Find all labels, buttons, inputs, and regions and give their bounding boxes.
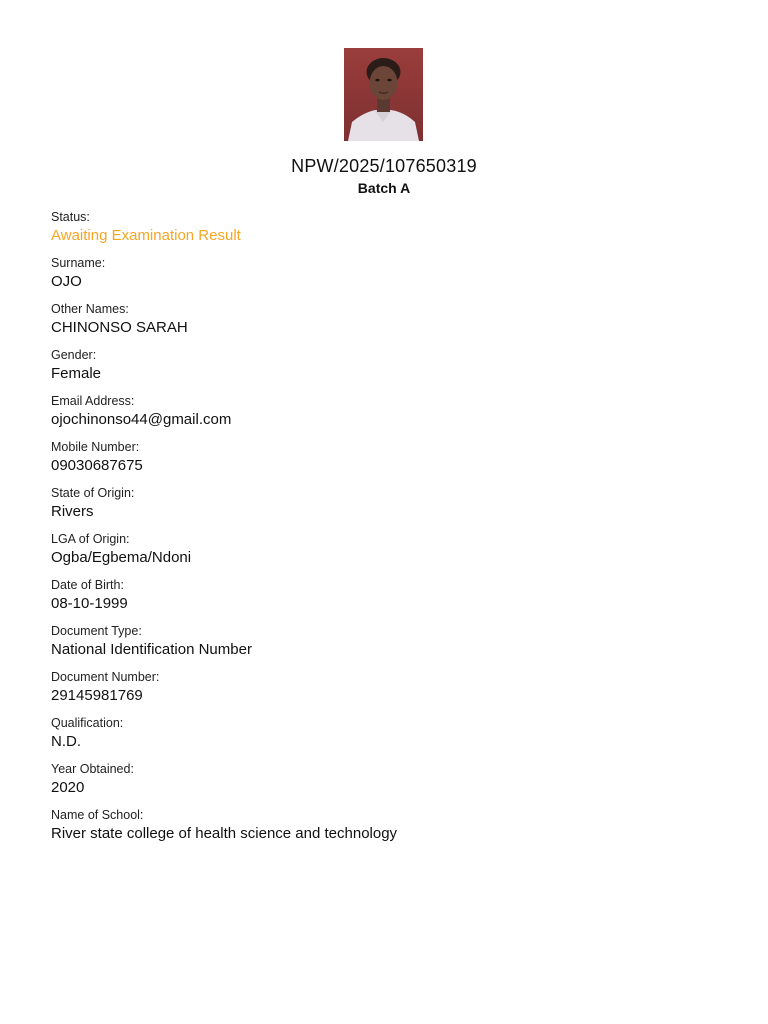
- field-value: Ogba/Egbema/Ndoni: [51, 549, 192, 566]
- field-value: River state college of health science and technology: [51, 825, 398, 842]
- field-label: Document Number:: [51, 670, 160, 684]
- field-qualification: [51, 714, 731, 760]
- field-value: Rivers: [51, 503, 94, 520]
- applicant-details: [51, 208, 731, 852]
- field-value: CHINONSO SARAH: [51, 319, 188, 336]
- field-mobile-number: [51, 438, 731, 484]
- field-value: 29145981769: [51, 687, 143, 704]
- field-label: Year Obtained:: [51, 762, 134, 776]
- field-label: Date of Birth:: [51, 578, 124, 592]
- field-label: Email Address:: [51, 394, 135, 408]
- field-value: National Identification Number: [51, 641, 252, 658]
- field-email: [51, 392, 731, 438]
- field-lga-of-origin: [51, 530, 731, 576]
- field-surname: [51, 254, 731, 300]
- field-value: ojochinonso44@gmail.com: [51, 411, 232, 428]
- field-name-of-school: [51, 806, 731, 852]
- field-other-names: [51, 300, 731, 346]
- field-document-number: [51, 668, 731, 714]
- field-label: Mobile Number:: [51, 440, 140, 454]
- field-value: Female: [51, 365, 102, 382]
- field-label: LGA of Origin:: [51, 532, 130, 546]
- field-value: 09030687675: [51, 457, 143, 474]
- field-document-type: [51, 622, 731, 668]
- registration-number: NPW/2025/107650319: [291, 156, 477, 176]
- field-value: N.D.: [51, 733, 81, 750]
- field-label: Other Names:: [51, 302, 129, 316]
- field-label: Surname:: [51, 256, 106, 270]
- status-value: Awaiting Examination Result: [51, 227, 241, 244]
- field-value: OJO: [51, 273, 82, 290]
- field-label: Document Type:: [51, 624, 142, 638]
- field-date-of-birth: [51, 576, 731, 622]
- person-photo-icon: [344, 48, 423, 141]
- field-value: 2020: [51, 779, 85, 796]
- field-label: Qualification:: [51, 716, 124, 730]
- passport-photo: [344, 48, 423, 141]
- field-status: [51, 208, 731, 254]
- field-value: 08-10-1999: [51, 595, 128, 612]
- field-year-obtained: [51, 760, 731, 806]
- batch-label: Batch A: [357, 180, 411, 196]
- field-label: Gender:: [51, 348, 97, 362]
- field-label: Status:: [51, 210, 90, 224]
- field-label: Name of School:: [51, 808, 144, 822]
- field-gender: [51, 346, 731, 392]
- field-label: State of Origin:: [51, 486, 135, 500]
- field-state-of-origin: [51, 484, 731, 530]
